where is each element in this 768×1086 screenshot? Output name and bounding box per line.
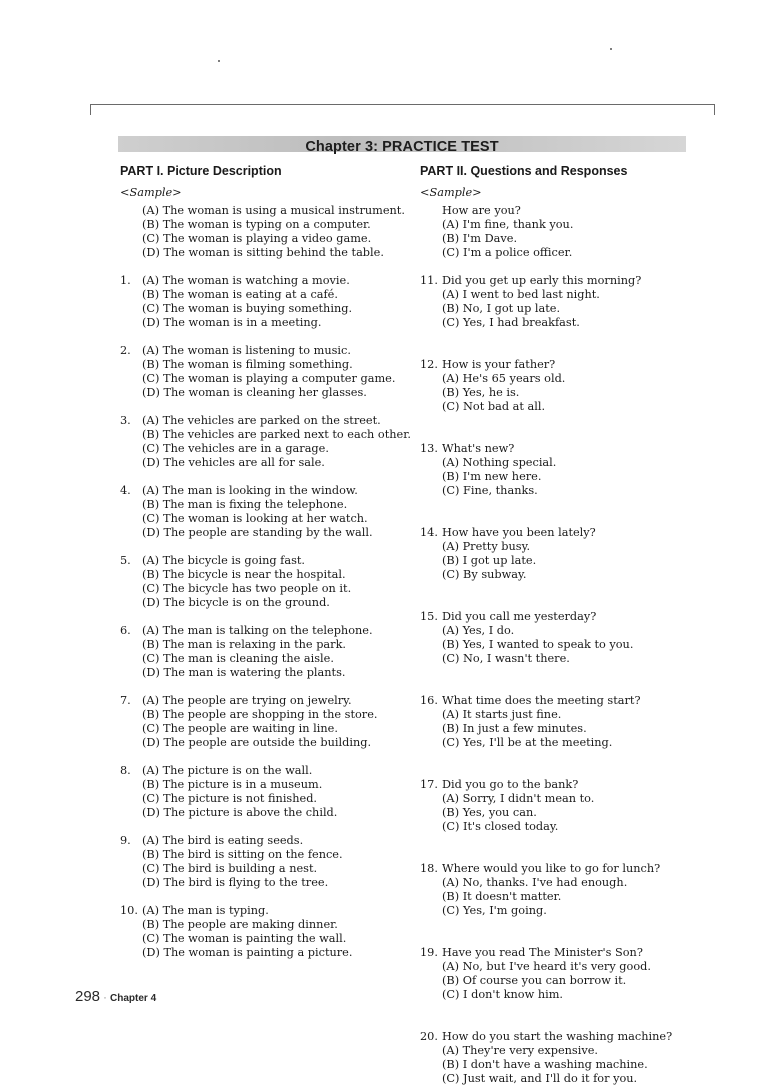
answer-option: (A) No, thanks. I've had enough. xyxy=(442,876,628,889)
answer-option: (A) I'm fine, thank you. xyxy=(442,218,574,231)
question-text: Did you call me yesterday? xyxy=(442,610,597,623)
question-number: 11. xyxy=(420,274,438,287)
answer-option: (C) The man is cleaning the aisle. xyxy=(142,652,334,665)
answer-option: (A) The bicycle is going fast. xyxy=(142,554,306,567)
answer-option: (C) By subway. xyxy=(442,568,527,581)
answer-option: (A) The people are trying on jewelry. xyxy=(142,694,352,707)
question-number: 12. xyxy=(420,358,438,371)
answer-option: (A) Pretty busy. xyxy=(442,540,531,553)
answer-option: (B) The bicycle is near the hospital. xyxy=(142,568,346,581)
answer-option: (B) The picture is in a museum. xyxy=(142,778,323,791)
question-number: 20. xyxy=(420,1030,438,1043)
chapter-label: Chapter 4 xyxy=(110,993,157,1004)
answer-option: (D) The vehicles are all for sale. xyxy=(142,456,325,469)
question-number: 18. xyxy=(420,862,438,875)
answer-option: (D) The people are outside the building. xyxy=(142,736,372,749)
answer-option: (C) The people are waiting in line. xyxy=(142,722,338,735)
question-text: How do you start the washing machine? xyxy=(442,1030,673,1043)
answer-option: (B) I'm Dave. xyxy=(442,232,518,245)
question-text: How have you been lately? xyxy=(442,526,596,539)
part1-sample-label: <Sample> xyxy=(120,186,182,199)
answer-option: (B) Of course you can borrow it. xyxy=(442,974,627,987)
answer-option: (B) The woman is typing on a computer. xyxy=(142,218,371,231)
question-text: What's new? xyxy=(442,442,515,455)
page-footer: 298 · Chapter 4 xyxy=(75,988,157,1005)
answer-option: (A) Sorry, I didn't mean to. xyxy=(442,792,595,805)
question-item xyxy=(120,274,420,330)
question-item xyxy=(420,526,720,582)
question-item xyxy=(120,904,420,960)
answer-option: (A) The man is looking in the window. xyxy=(142,484,358,497)
answer-option: (B) I got up late. xyxy=(442,554,537,567)
answer-option: (A) The bird is eating seeds. xyxy=(142,834,304,847)
answer-option: (A) The woman is using a musical instrument. xyxy=(142,204,405,217)
answer-option: (B) It doesn't matter. xyxy=(442,890,562,903)
answer-option: (A) It starts just fine. xyxy=(442,708,562,721)
answer-option: (D) The man is watering the plants. xyxy=(142,666,346,679)
answer-option: (A) He's 65 years old. xyxy=(442,372,566,385)
answer-option: (C) The woman is buying something. xyxy=(142,302,353,315)
answer-option: (A) They're very expensive. xyxy=(442,1044,598,1057)
question-item xyxy=(120,764,420,820)
answer-option: (C) No, I wasn't there. xyxy=(442,652,570,665)
answer-option: (C) The bicycle has two people on it. xyxy=(142,582,352,595)
answer-option: (C) Just wait, and I'll do it for you. xyxy=(442,1072,638,1085)
header-rule xyxy=(90,104,715,111)
question-number: 3. xyxy=(120,414,131,427)
question-number: 16. xyxy=(420,694,438,707)
answer-option: (A) The woman is listening to music. xyxy=(142,344,351,357)
question-text: Where would you like to go for lunch? xyxy=(442,862,661,875)
question-number: 10. xyxy=(120,904,138,917)
question-item xyxy=(420,946,720,1002)
answer-option: (B) The woman is eating at a café. xyxy=(142,288,338,301)
answer-option: (C) The woman is playing a video game. xyxy=(142,232,372,245)
part2-column xyxy=(420,163,720,1086)
answer-option: (B) The bird is sitting on the fence. xyxy=(142,848,343,861)
answer-option: (C) Yes, I'm going. xyxy=(442,904,547,917)
question-item xyxy=(420,610,720,666)
part1-question-list xyxy=(120,274,420,960)
question-text: What time does the meeting start? xyxy=(442,694,641,707)
part2-sample xyxy=(420,204,720,260)
answer-option: (C) The woman is playing a computer game. xyxy=(142,372,396,385)
question-number: 5. xyxy=(120,554,131,567)
question-item xyxy=(120,694,420,750)
scan-speck xyxy=(610,48,612,50)
chapter-title-bar xyxy=(118,136,686,155)
question-number: 17. xyxy=(420,778,438,791)
question-item xyxy=(420,274,720,330)
answer-option: (D) The woman is in a meeting. xyxy=(142,316,322,329)
question-item xyxy=(120,484,420,540)
question-item xyxy=(120,414,420,470)
answer-option: (D) The bird is flying to the tree. xyxy=(142,876,329,889)
answer-option: (D) The people are standing by the wall. xyxy=(142,526,373,539)
answer-option: (C) Yes, I had breakfast. xyxy=(442,316,580,329)
answer-option: (B) The man is fixing the telephone. xyxy=(142,498,348,511)
question-item xyxy=(420,862,720,918)
answer-option: (C) Fine, thanks. xyxy=(442,484,538,497)
part2-heading: PART II. Questions and Responses xyxy=(420,164,628,178)
question-item xyxy=(420,694,720,750)
answer-option: (A) The man is typing. xyxy=(142,904,269,917)
answer-option: (C) The woman is looking at her watch. xyxy=(142,512,368,525)
answer-option: (A) The vehicles are parked on the street. xyxy=(142,414,381,427)
answer-option: (D) The woman is sitting behind the table. xyxy=(142,246,384,259)
answer-option: (B) I'm new here. xyxy=(442,470,542,483)
answer-option: (A) No, but I've heard it's very good. xyxy=(442,960,651,973)
question-item xyxy=(420,1030,720,1086)
question-item xyxy=(120,624,420,680)
answer-option: (C) I'm a police officer. xyxy=(442,246,573,259)
question-number: 9. xyxy=(120,834,131,847)
part1-sample xyxy=(120,204,420,260)
answer-option: (C) The woman is painting the wall. xyxy=(142,932,347,945)
question-text: How is your father? xyxy=(442,358,556,371)
answer-option: (A) The picture is on the wall. xyxy=(142,764,313,777)
question-number: 1. xyxy=(120,274,131,287)
question-number: 8. xyxy=(120,764,131,777)
answer-option: (B) Yes, he is. xyxy=(442,386,520,399)
question-item xyxy=(120,344,420,400)
question-number: 2. xyxy=(120,344,131,357)
question-text: Have you read The Minister's Son? xyxy=(442,946,643,959)
answer-option: (A) The woman is watching a movie. xyxy=(142,274,350,287)
part2-sample-label: <Sample> xyxy=(420,186,482,199)
part1-column xyxy=(120,163,420,960)
answer-option: (C) Yes, I'll be at the meeting. xyxy=(442,736,613,749)
answer-option: (B) The vehicles are parked next to each other. xyxy=(142,428,411,441)
answer-option: (D) The woman is cleaning her glasses. xyxy=(142,386,367,399)
page-number: 298 xyxy=(75,988,101,1005)
answer-option: (D) The picture is above the child. xyxy=(142,806,338,819)
question-number: 4. xyxy=(120,484,131,497)
answer-option: (C) The picture is not finished. xyxy=(142,792,318,805)
answer-option: (D) The bicycle is on the ground. xyxy=(142,596,330,609)
question-text: Did you go to the bank? xyxy=(442,778,579,791)
answer-option: (A) The man is talking on the telephone. xyxy=(142,624,373,637)
answer-option: (C) The bird is building a nest. xyxy=(142,862,318,875)
part2-question-list xyxy=(420,274,720,1086)
answer-option: (C) It's closed today. xyxy=(442,820,559,833)
answer-option: (C) Not bad at all. xyxy=(442,400,546,413)
question-number: 7. xyxy=(120,694,131,707)
answer-option: (C) I don't know him. xyxy=(442,988,564,1001)
answer-option: (B) The people are making dinner. xyxy=(142,918,338,931)
question-item xyxy=(120,834,420,890)
answer-option: (C) The vehicles are in a garage. xyxy=(142,442,329,455)
answer-option: (B) Yes, you can. xyxy=(442,806,537,819)
question-number: 13. xyxy=(420,442,438,455)
chapter-title: Chapter 3: PRACTICE TEST xyxy=(305,139,499,155)
question-number: 6. xyxy=(120,624,131,637)
question-item xyxy=(420,442,720,498)
answer-option: (B) Yes, I wanted to speak to you. xyxy=(442,638,634,651)
answer-option: (A) I went to bed last night. xyxy=(442,288,600,301)
question-number: 19. xyxy=(420,946,438,959)
answer-option: (B) The people are shopping in the store. xyxy=(142,708,378,721)
scan-speck xyxy=(218,60,220,62)
part1-heading: PART I. Picture Description xyxy=(120,164,282,178)
question-text: Did you get up early this morning? xyxy=(442,274,642,287)
question-item xyxy=(420,358,720,414)
answer-option: (B) I don't have a washing machine. xyxy=(442,1058,648,1071)
answer-option: (A) Yes, I do. xyxy=(442,624,515,637)
question-number: 15. xyxy=(420,610,438,623)
answer-option: (B) No, I got up late. xyxy=(442,302,561,315)
answer-option: (D) The woman is painting a picture. xyxy=(142,946,353,959)
answer-option: (A) Nothing special. xyxy=(442,456,557,469)
question-number: 14. xyxy=(420,526,438,539)
question-item xyxy=(420,778,720,834)
answer-option: (B) The woman is filming something. xyxy=(142,358,353,371)
question-item xyxy=(120,554,420,610)
answer-option: (B) In just a few minutes. xyxy=(442,722,587,735)
answer-option: (B) The man is relaxing in the park. xyxy=(142,638,347,651)
sample-question: How are you? xyxy=(442,204,521,217)
